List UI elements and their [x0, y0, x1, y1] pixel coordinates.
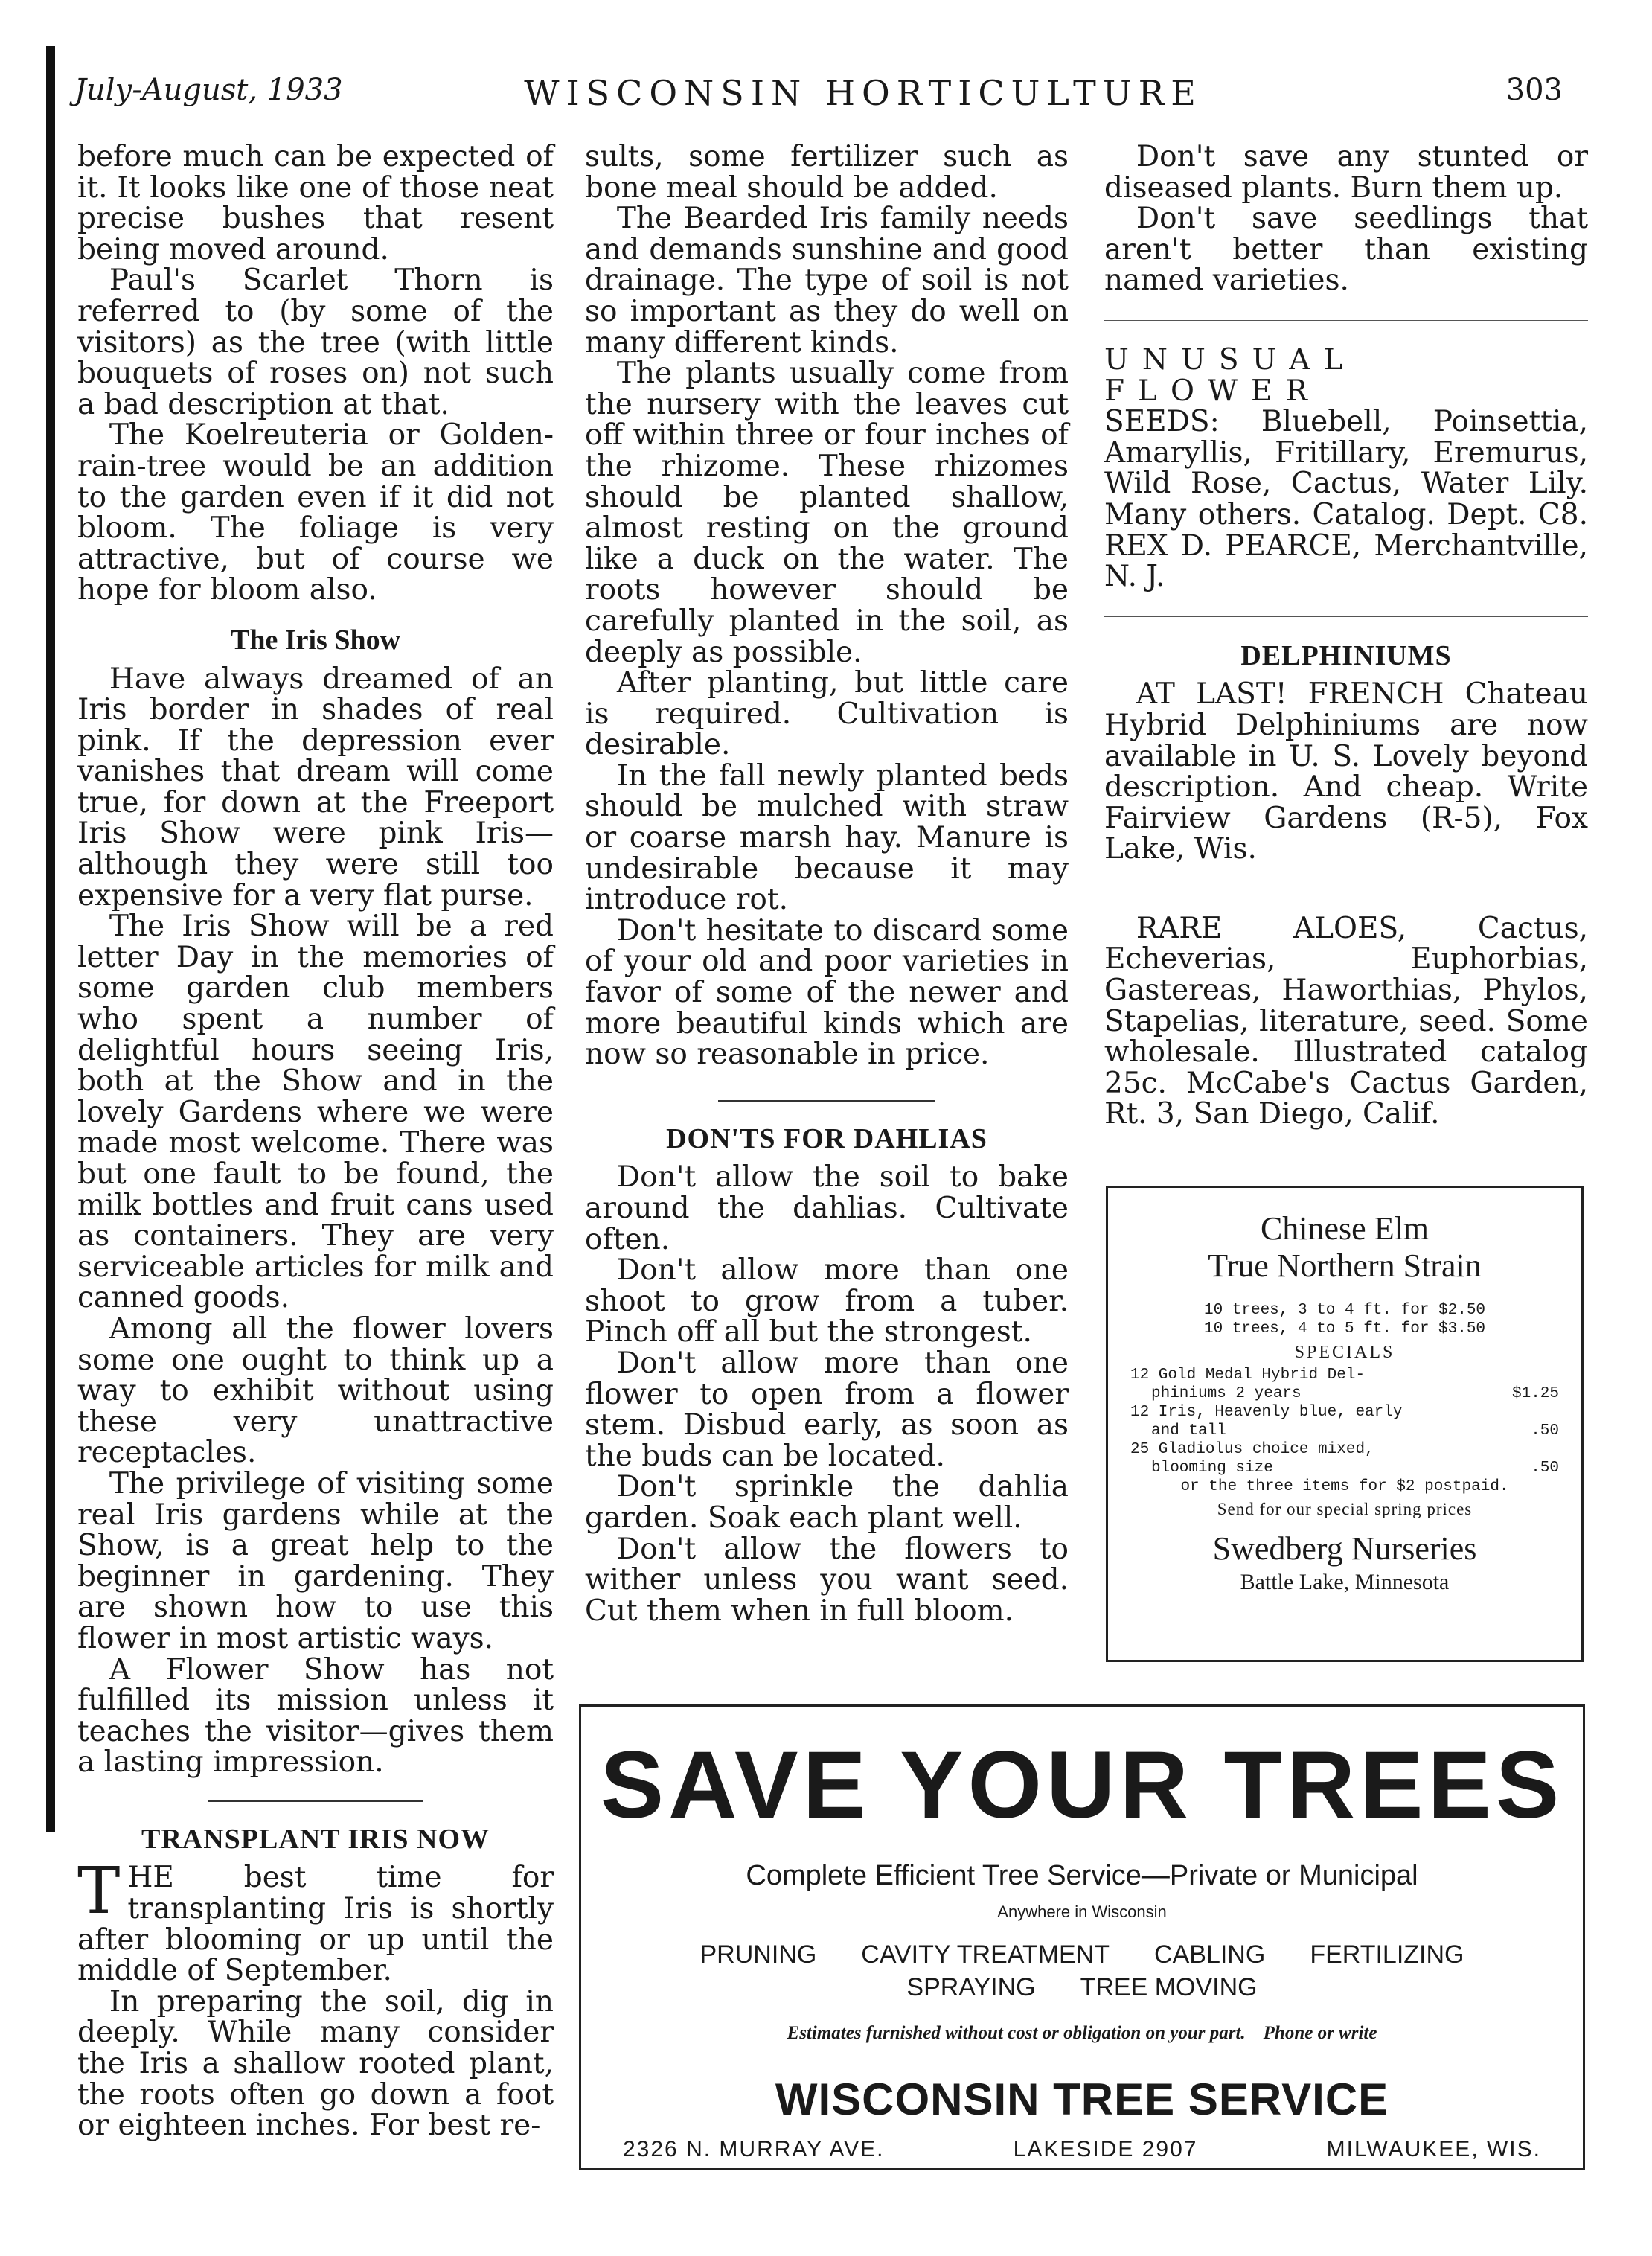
divider [718, 1100, 936, 1102]
paragraph: Don't allow the flowers to wither unless you want seed. Cut them when in full bloom. [585, 1532, 1069, 1628]
specials-list [1130, 1366, 1559, 1477]
page-header [74, 73, 1563, 125]
divider [208, 1800, 423, 1802]
paragraph: After planting, but little care is required. Cultivation is desirable. [585, 666, 1069, 762]
contact-line [581, 2137, 1583, 2162]
list-item: 25 Gladiolus choice mixed, [1130, 1441, 1374, 1458]
list-item: 12 Iris, Heavenly blue, early [1130, 1404, 1403, 1421]
classified-aloes: RARE ALOES, Cactus, Echeverias, Euphorbias, Gastereas, Haworthias, Phylos, Stapelias, literature, seed. Some wholesale. Illustrated catalog 25c. McCabe's Cactus Garden, Rt. 3, San Diego, Calif. [1104, 911, 1588, 1131]
nursery-name: Swedberg Nurseries [1212, 1530, 1477, 1567]
ad-title: Chinese Elm [1260, 1210, 1430, 1247]
paragraph: In the fall newly planted beds should be mulched with straw or coarse marsh hay. Manure is undesirable because it may introduce rot. [585, 758, 1069, 917]
paragraph: Among all the flower lovers some one ought to think up a way to exhibit without using these very unattractive receptacles. [77, 1311, 554, 1470]
service-item: PRUNING [699, 1940, 817, 1969]
specials-label: SPECIALS [1294, 1343, 1395, 1362]
chinese-elm-ad [1106, 1186, 1584, 1662]
paragraph: The Koelreuteria or Golden-rain-tree would be an addition to the garden even if it did not bloom. The foliage is very attractive, but of course we hope for bloom also. [77, 418, 554, 607]
paragraph: The Iris Show will be a red letter Day in the memories of some garden club members who spent a number of delightful hours seeing Iris, both at the Show and in the lovely Gardens where we were made most welcome. There was but one fault to be found, the milk bottles and fruit cans used as containers. They are very serviceable articles for milk and canned goods. [77, 910, 554, 1315]
divider [1104, 616, 1588, 617]
service-item: FERTILIZING [1310, 1940, 1464, 1969]
paragraph: THE best time for transplanting Iris is shortly after blooming or up until the middle of September. [77, 1854, 554, 1988]
service-item: CABLING [1154, 1940, 1266, 1969]
paragraph: sults, some fertilizer such as bone meal should be added. [585, 140, 1069, 205]
column-1 [77, 141, 554, 2141]
list-item: and tall .50 [1151, 1422, 1559, 1439]
tree-service-ad [579, 1704, 1585, 2170]
drop-cap: T [77, 1854, 121, 1929]
paragraph: Don't save seedlings that aren't better than existing named varieties. [1104, 202, 1588, 298]
ad-subtitle: True Northern Strain [1208, 1247, 1482, 1284]
send-note: Send for our special spring prices [1217, 1500, 1473, 1518]
service-item: TREE MOVING [1080, 1973, 1258, 2001]
address: 2326 N. MURRAY AVE. [623, 2137, 885, 2161]
service-item: SPRAYING [906, 1973, 1036, 2001]
page-number: 303 [1505, 73, 1563, 107]
section-heading-iris-show: The Iris Show [230, 624, 401, 656]
section-heading-dahlias: DON'TS FOR DAHLIAS [666, 1122, 987, 1154]
journal-title: WISCONSIN HORTICULTURE [524, 73, 1203, 113]
column-2 [585, 141, 1069, 1626]
service-area: Anywhere in Wisconsin [997, 1902, 1167, 1921]
paragraph: Don't hesitate to discard some of your old and poor varieties in favor of some of the newer and more beautiful kinds which are now so reasonable in price. [585, 913, 1069, 1072]
ad-headline: SAVE YOUR TREES [600, 1732, 1564, 1838]
paragraph: The Bearded Iris family needs and demands sunshine and good drainage. The type of soil is not so important as they do well on many different kinds. [585, 202, 1069, 360]
phone-number: LAKESIDE 2907 [1013, 2137, 1198, 2161]
list-item: phiniums 2 years $1.25 [1151, 1385, 1559, 1402]
price-line: 10 trees, 3 to 4 ft. for $2.50 [1203, 1302, 1486, 1319]
paragraph: Don't allow more than one flower to open from a flower stem. Disbud early, as soon as the buds can be located. [585, 1346, 1069, 1473]
section-heading-transplant-iris: TRANSPLANT IRIS NOW [141, 1823, 490, 1855]
paragraph: In preparing the soil, dig in deeply. While many consider the Iris a shallow rooted plant, the roots often go down a foot or eighteen inches. For best re- [77, 1984, 554, 2143]
paragraph: A Flower Show has not fulfilled its mission unless it teaches the visitor—gives them a lasting impression. [77, 1652, 554, 1780]
paragraph: The plants usually come from the nursery with the leaves cut off within three or four inches of the rhizome. These rhizomes should be planted shallow, almost resting on the ground like a duck on the water. The roots however should be carefully planted in the soil, as deeply as possible. [585, 357, 1069, 669]
classified-delphiniums: AT LAST! FRENCH Chateau Hybrid Delphiniums are now available in U. S. Lovely beyond description. And cheap. Write Fairview Gardens (R-5), Fox Lake, Wis. [1104, 677, 1588, 866]
estimates-line: Estimates furnished without cost or obligation on your part. Phone or write [787, 2023, 1377, 2043]
nursery-location: Battle Lake, Minnesota [1240, 1570, 1450, 1594]
service-item: CAVITY TREATMENT [861, 1940, 1110, 1969]
column-3 [1104, 141, 1588, 1130]
services-list [581, 1938, 1583, 2004]
bundle-offer: or the three items for $2 postpaid. [1180, 1478, 1509, 1495]
paragraph: Don't allow more than one shoot to grow from a tuber. Pinch off all but the strongest. [585, 1253, 1069, 1349]
paragraph: Have always dreamed of an Iris border in shades of real pink. If the depression ever vanishes that dream will come true, for down at the Freeport Iris Show were pink Iris—although they were still too expensive for a very flat purse. [77, 662, 554, 913]
section-heading-delphiniums: DELPHINIUMS [1240, 639, 1452, 671]
paragraph: Don't allow the soil to bake around the dahlias. Cultivate often. [585, 1160, 1069, 1256]
paragraph: The privilege of visiting some real Iris gardens while at the Show, is a great help to the beginner in gardening. They are shown how to use this flower in most artistic ways. [77, 1466, 554, 1655]
ad-subhead: Complete Efficient Tree Service—Private or Municipal [746, 1860, 1418, 1891]
list-item: 12 Gold Medal Hybrid Del- [1130, 1367, 1366, 1384]
issue-date: July-August, 1933 [74, 73, 343, 107]
price-line: 10 trees, 4 to 5 ft. for $3.50 [1203, 1320, 1486, 1338]
divider [1104, 320, 1588, 321]
paragraph: Paul's Scarlet Thorn is referred to (by some of the visitors) as the tree (with little bouquets of roses on) not such a bad description at that. [77, 263, 554, 421]
company-name: WISCONSIN TREE SERVICE [775, 2074, 1389, 2124]
paragraph: Don't save any stunted or diseased plants. Burn them up. [1104, 140, 1588, 205]
paragraph: Don't sprinkle the dahlia garden. Soak each plant well. [585, 1470, 1069, 1535]
list-item: blooming size .50 [1151, 1460, 1559, 1477]
paragraph: before much can be expected of it. It looks like one of those neat precise bushes that resent being moved around. [77, 140, 554, 266]
left-margin-bar [46, 46, 55, 1832]
city: MILWAUKEE, WIS. [1326, 2137, 1541, 2161]
classified-seeds: UNUSUAL FLOWER SEEDS: Bluebell, Poinsettia, Amaryllis, Fritillary, Eremurus, Wild Rose, Cactus, Water Lily. Many others. Catalog. Dept. C8. REX D. PEARCE, Merchantville, N. J. [1104, 342, 1588, 594]
